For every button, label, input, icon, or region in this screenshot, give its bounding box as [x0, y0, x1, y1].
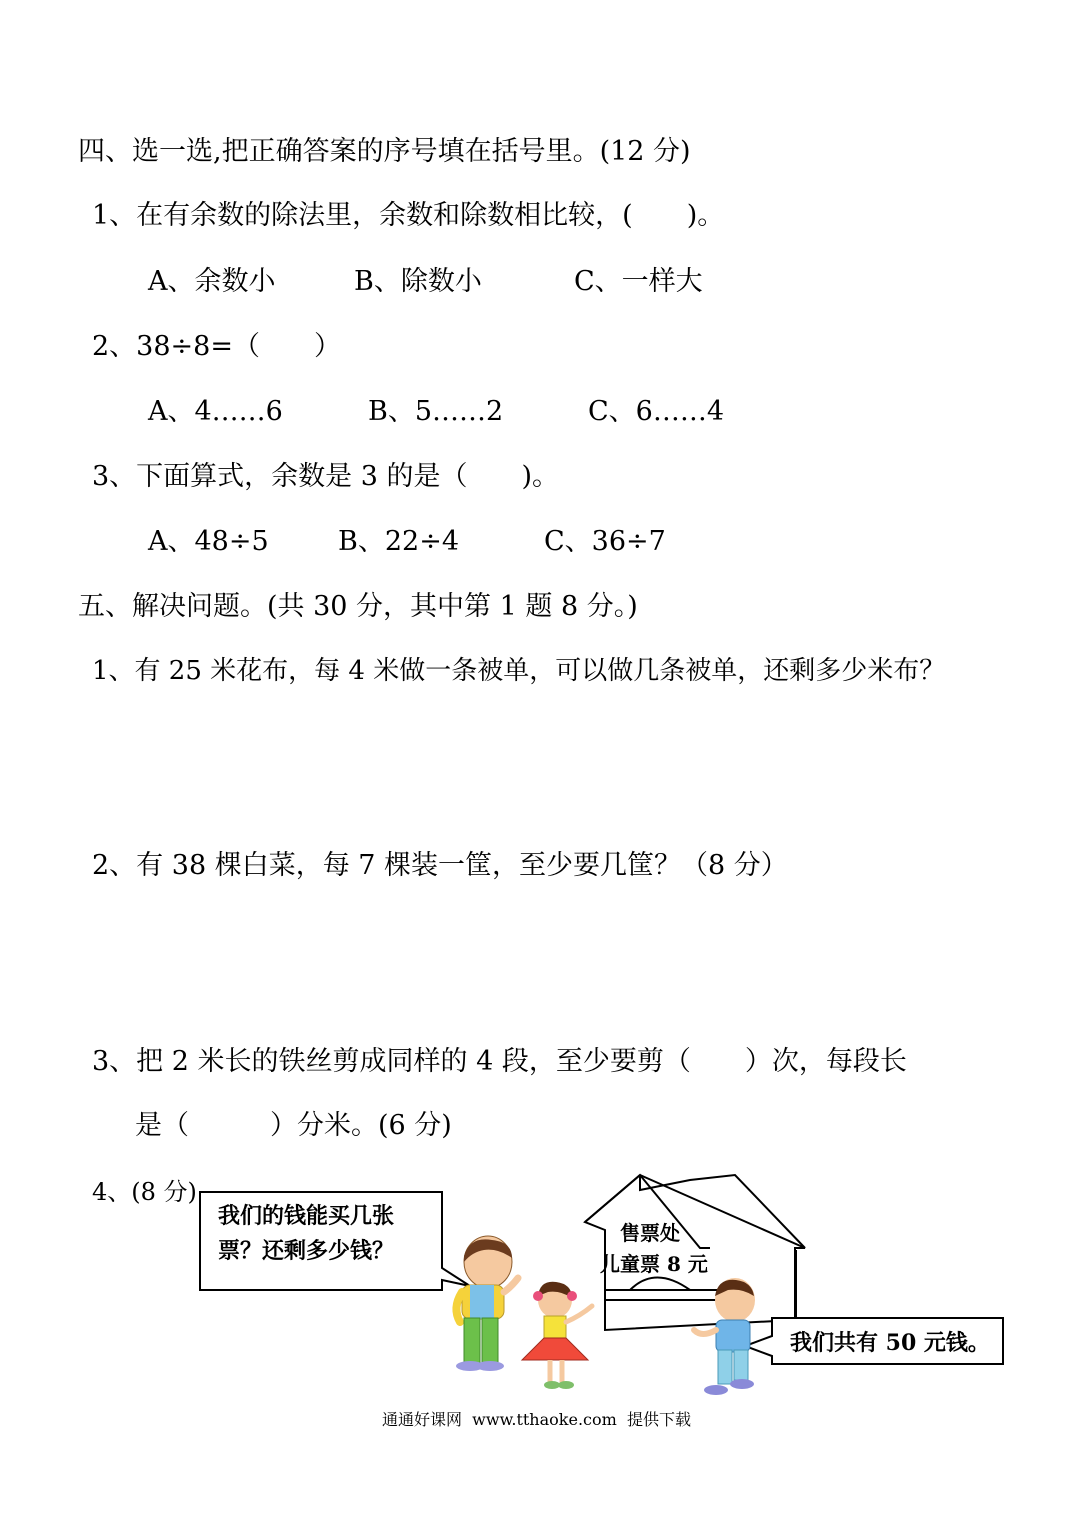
q3-option-a: A、48÷5	[148, 526, 269, 557]
question-2: 2、38÷8=（ ）	[92, 331, 341, 362]
q1-option-a: A、余数小	[148, 266, 276, 297]
question-1: 1、在有余数的除法里，余数和除数相比较，( )。	[92, 200, 725, 231]
q2-option-a: A、4……6	[148, 396, 283, 427]
q1-option-b: B、除数小	[354, 266, 482, 297]
bubble-left-line1: 我们的钱能买几张	[218, 1203, 395, 1229]
q3-option-b: B、22÷4	[338, 526, 459, 557]
footer-source: 通通好课网 www.tthaoke.com 提供下载	[382, 1410, 691, 1429]
question-3: 3、下面算式，余数是 3 的是（ )。	[92, 461, 560, 492]
q2-option-c: C、6……4	[588, 396, 725, 427]
q1-option-c: C、一样大	[574, 266, 703, 297]
q2-option-b: B、5……2	[368, 396, 504, 427]
section5-title: 五、解决问题。(共 30 分，其中第 1 题 8 分。)	[78, 591, 638, 622]
girl-figure	[522, 1282, 592, 1389]
problem-3-line1: 3、把 2 米长的铁丝剪成同样的 4 段，至少要剪（ ）次，每段长	[92, 1046, 907, 1077]
problem-2: 2、有 38 棵白菜，每 7 棵装一筐，至少要几筐？（8 分）	[92, 850, 788, 881]
problem-1: 1、有 25 米花布，每 4 米做一条被单，可以做几条被单，还剩多少米布？	[92, 656, 946, 686]
bubble-left-line2: 票？还剩多少钱？	[218, 1238, 395, 1264]
problem-4: 4、(8 分)	[92, 1178, 197, 1206]
booth-sign: 售票处	[620, 1221, 680, 1245]
booth-price: 儿童票 8 元	[600, 1252, 708, 1276]
problem-3-line2: 是（ ）分米。(6 分)	[135, 1110, 452, 1141]
section4-title: 四、选一选,把正确答案的序号填在括号里。(12 分)	[78, 136, 691, 167]
q3-option-c: C、36÷7	[544, 526, 666, 557]
bubble-right: 我们共有 50 元钱。	[790, 1330, 990, 1356]
boy-left-figure	[456, 1236, 518, 1371]
